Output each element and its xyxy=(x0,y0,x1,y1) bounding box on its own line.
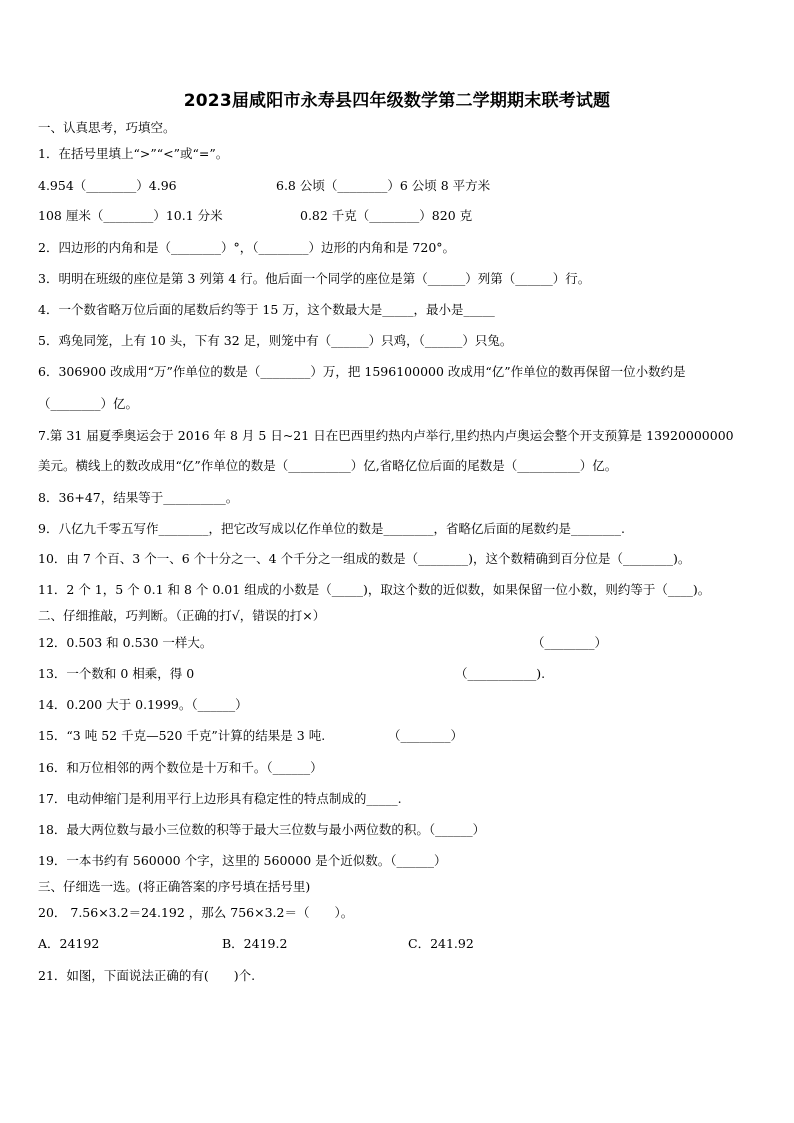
question-7-line-1: 7.第 31 届夏季奥运会于 2016 年 8 月 5 日~21 日在巴西里约热内卢举行,里约热内卢奥运会整个开支预算是 13920000000 xyxy=(38,428,734,443)
question-1-part-b: 6.8 公顷（________）6 公顷 8 平方米 xyxy=(276,178,491,193)
question-8: 8．36+47，结果等于__________。 xyxy=(38,490,239,505)
question-16: 16．和万位相邻的两个数位是十万和千。（______） xyxy=(38,760,323,775)
option-b: B．2419.2 xyxy=(222,936,288,951)
question-10: 10．由 7 个百、3 个一、6 个十分之一、4 个千分之一组成的数是（________)，这个数精确到百分位是（________)。 xyxy=(38,551,691,566)
option-c: C．241.92 xyxy=(408,936,474,951)
question-15: 15．“3 吨 52 千克—520 千克”计算的结果是 3 吨. xyxy=(38,728,326,743)
question-3: 3．明明在班级的座位是第 3 列第 4 行。他后面一个同学的座位是第（______）列第（______）行。 xyxy=(38,271,591,286)
page-title: 2023届咸阳市永寿县四年级数学第二学期期末联考试题 xyxy=(183,91,611,111)
question-12-answer-paren: （________） xyxy=(532,635,608,650)
question-6-line-2: （________）亿。 xyxy=(38,396,139,411)
question-2: 2．四边形的内角和是（________）°，（________）边形的内角和是 720°。 xyxy=(38,240,456,255)
question-6-line-1: 6．306900 改成用“万”作单位的数是（________）万，把 1596100000 改成用“亿”作单位的数再保留一位小数约是 xyxy=(38,364,686,379)
question-18: 18．最大两位数与最小三位数的积等于最大三位数与最小两位数的积。（______） xyxy=(38,822,486,837)
question-19: 19．一本书约有 560000 个字，这里的 560000 是个近似数。（______） xyxy=(38,853,447,868)
question-1-part-a: 4.954（________）4.96 xyxy=(38,178,177,193)
question-11: 11．2 个 1，5 个 0.1 和 8 个 0.01 组成的小数是（_____)，取这个数的近似数，如果保留一位小数，则约等于（____)。 xyxy=(38,582,711,597)
question-13-answer-paren: （___________). xyxy=(455,666,546,681)
section-heading-1: 一、认真思考，巧填空。 xyxy=(38,120,176,135)
section-heading-3: 三、仔细选一选。(将正确答案的序号填在括号里) xyxy=(38,879,311,894)
question-15-answer-paren: （________） xyxy=(388,728,464,743)
question-1-part-d: 0.82 千克（________）820 克 xyxy=(300,208,473,223)
question-1-part-c: 108 厘米（________）10.1 分米 xyxy=(38,208,223,223)
question-14: 14．0.200 大于 0.1999。（______） xyxy=(38,697,248,712)
question-13: 13．一个数和 0 相乘，得 0 xyxy=(38,666,195,681)
question-12: 12．0.503 和 0.530 一样大。 xyxy=(38,635,213,650)
option-a: A．24192 xyxy=(38,936,100,951)
question-9: 9．八亿九千零五写作________，把它改写成以亿作单位的数是________，省略亿后面的尾数约是________. xyxy=(38,521,625,536)
question-20: 20． 7.56×3.2＝24.192 ，那么 756×3.2＝（ ）。 xyxy=(38,905,354,920)
question-4: 4．一个数省略万位后面的尾数后约等于 15 万，这个数最大是_____，最小是_____ xyxy=(38,302,495,317)
question-5: 5．鸡兔同笼，上有 10 头，下有 32 足，则笼中有（______）只鸡，（______）只兔。 xyxy=(38,333,513,348)
question-21: 21．如图，下面说法正确的有( )个. xyxy=(38,968,256,983)
question-17: 17．电动伸缩门是利用平行上边形具有稳定性的特点制成的_____. xyxy=(38,791,402,806)
question-1: 1．在括号里填上“>”“<”或“=”。 xyxy=(38,146,229,161)
section-heading-2: 二、仔细推敲，巧判断。（正确的打√，错误的打×） xyxy=(38,608,326,623)
question-7-line-2: 美元。横线上的数改成用“亿”作单位的数是（__________）亿,省略亿位后面的尾数是（__________）亿。 xyxy=(38,458,618,473)
